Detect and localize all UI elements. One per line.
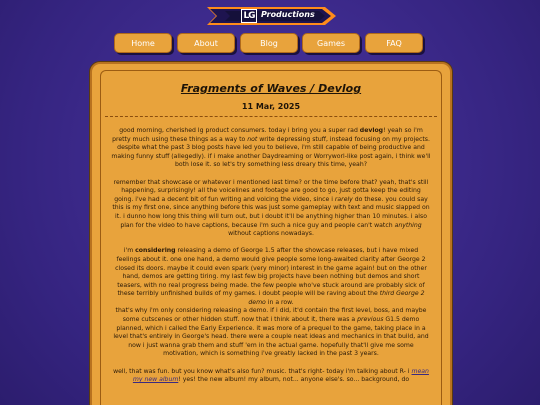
banner-title: Productions <box>261 10 315 19</box>
text-run: write depressing stuff, instead focusing on my projects. despite what the past 3 blog posts have led you to believe, i'm still capable of being productive and making funny stuff (allegedly). if i make another Daydreaming or Worryworl-like post again, i think we'll both lose it. so let's try something less dreary this time, yeah? <box>111 135 431 169</box>
text-run: without captions nowadays. <box>228 230 314 238</box>
text-run: do these. you could say this is my first one, since anything before this was just some gameplay with text and music slapped on it. i dunno how long this thing will turn out, but i doubt it'll be anything higher than 10 minutes. i also plan for the video to have captions, because i'm such a nice guy and people can't watch <box>112 195 430 229</box>
text-run: remember that showcase or whatever i mentioned last time? or the time before that? yeah, that's still happening, surprisingly! all the voicelines and footage are good to go, just gotta keep the editing going. i've had a decent bit of fun writing and voicing the video, since i <box>113 178 429 203</box>
post-date: 11 Mar, 2025 <box>241 102 301 111</box>
text-run-italic: anything <box>394 221 422 229</box>
text-run: releasing a demo of George 1.5 after the showcase releases, but i have mixed feelings about it. one one hand, a demo would give people some long-awaited clarity after George 2 closed its doors. maybe it could even spark (very minor) interest in the game again! but on the other hand, demos are getting tiring. my last few big projects have been nothing but demos and short teasers, with no real progress being made. the few people who've stuck around are probably sick of these terribly unfinished builds of my games. i doubt people will be raving about the <box>115 247 427 298</box>
text-run-bold: considering <box>135 247 176 255</box>
paragraph-intro <box>111 127 431 170</box>
nav-about-button[interactable]: About <box>177 33 235 53</box>
blog-post-frame <box>100 70 442 405</box>
text-run-italic: previous <box>357 316 384 324</box>
nav-home-button[interactable]: Home <box>114 33 172 53</box>
post-body <box>111 127 431 393</box>
text-run-italic: rarely <box>334 195 353 203</box>
blog-post-card <box>90 62 452 405</box>
nav-games-button[interactable]: Games <box>302 33 360 53</box>
nav-faq-button[interactable]: FAQ <box>365 33 423 53</box>
text-run: good morning, cherished lg product consumers. today i bring you a super rad <box>119 127 360 134</box>
text-run: ! yeah so i'm pretty much using these things as a way to <box>112 127 423 143</box>
paragraph-showcase <box>111 179 431 239</box>
text-run: i'm <box>123 247 136 255</box>
text-run-italic: third George 2 demo <box>248 290 425 306</box>
text-run: in a row. <box>265 298 294 306</box>
site-banner <box>207 6 337 26</box>
text-run: that's why i'm only considering releasing a demo. if i did, it'd contain the first level, boss, and maybe some cutscenes or other hidden stuff. now that i think about it, there was a <box>115 307 427 324</box>
text-run: G1.5 demo planned, which i called the Early Experience. it was more of a prequel to the game, taking place in a level that's entirely in George's head. there were a couple neat ideas and mechanics in that build, and now i just wanna grab them and stuff 'em in the actual game. hopefully that'll give me some motivation, which is something i've greatly lacked in the past 3 years. <box>113 316 429 358</box>
text-run: well, that was fun. but you know what's also fun? music. that's right- today i'm talking about R- i <box>113 367 412 375</box>
post-title[interactable]: Fragments of Waves / Devlog <box>180 82 362 95</box>
text-run-italic: not <box>247 135 258 143</box>
paragraph-demo <box>111 247 431 359</box>
main-nav <box>0 33 540 55</box>
paragraph-album <box>111 368 431 385</box>
text-run: ! yes! the new album! my album, not... anyone else's. so... background, do <box>178 376 410 384</box>
nav-blog-button[interactable]: Blog <box>240 33 298 53</box>
title-divider <box>105 116 437 117</box>
lg-logo[interactable]: LG <box>241 9 257 23</box>
text-run-bold: devlog <box>359 127 384 134</box>
album-link[interactable]: mean my new album <box>132 367 429 384</box>
